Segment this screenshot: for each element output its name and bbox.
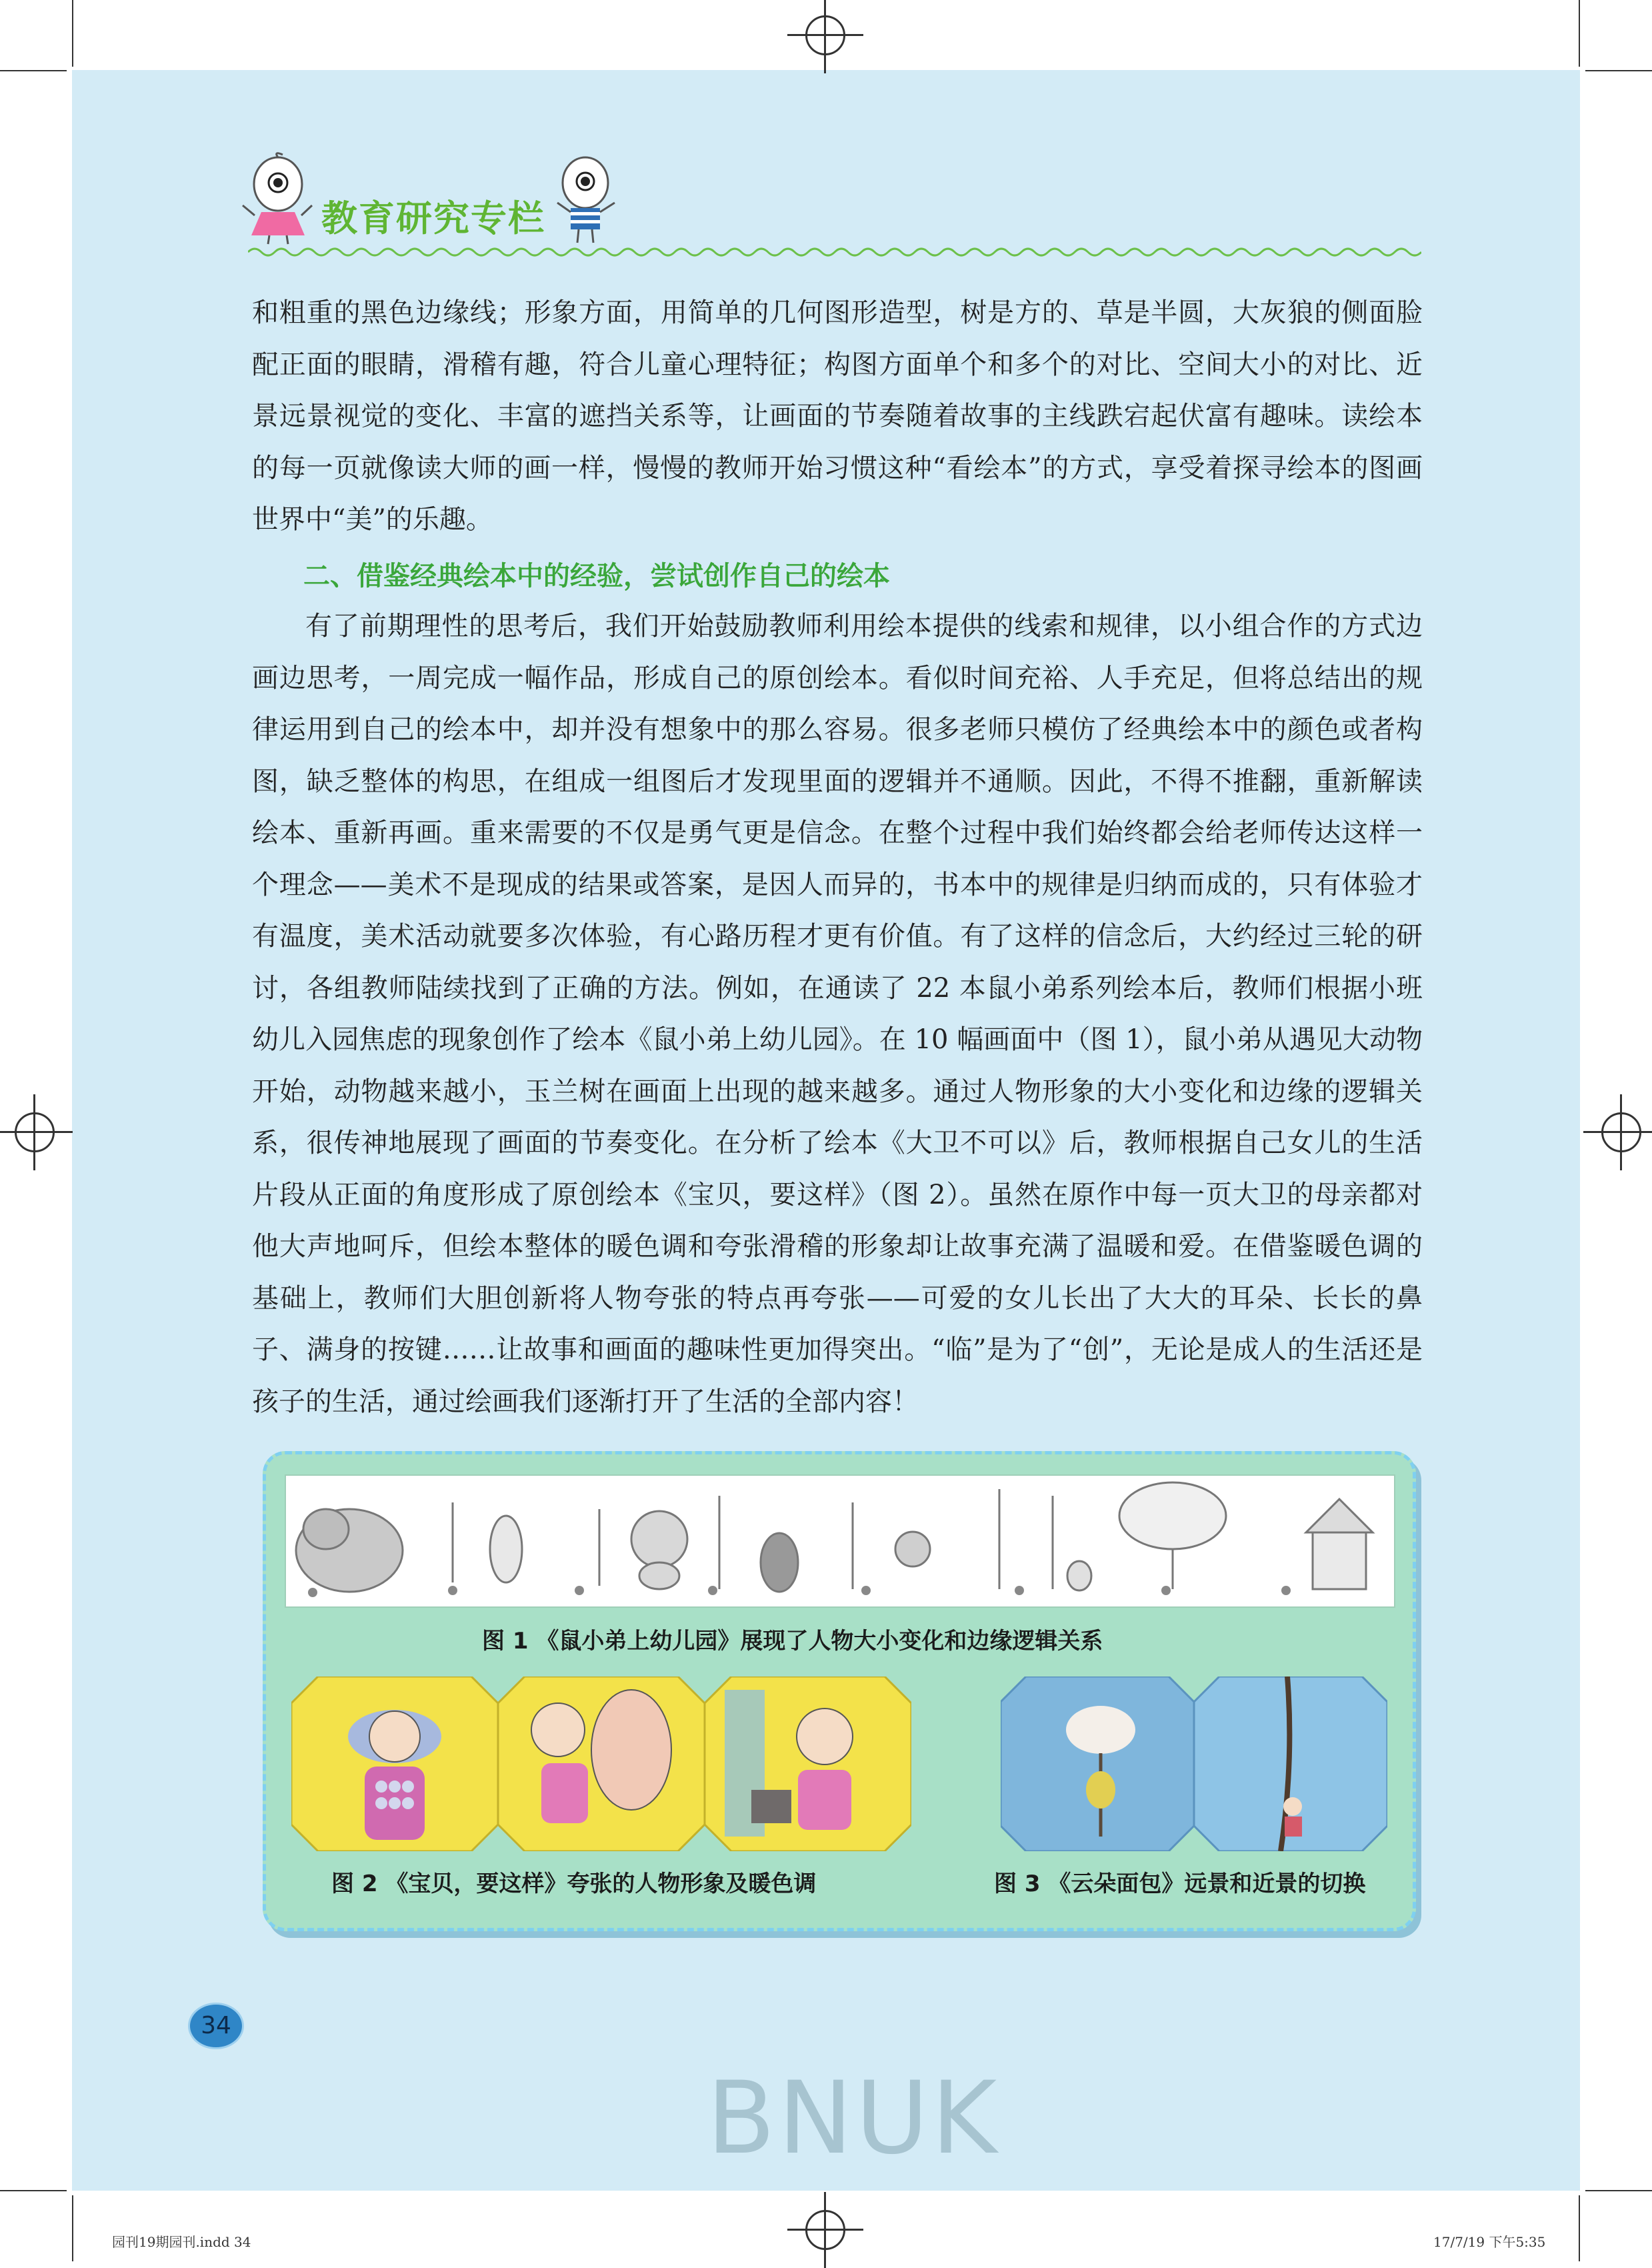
- registration-mark: [805, 15, 845, 55]
- registration-mark: [805, 2210, 845, 2250]
- crop-mark: [1579, 2195, 1580, 2261]
- registration-mark: [1601, 1112, 1641, 1152]
- print-slug-left: 园刊19期园刊.indd 34: [112, 2234, 251, 2250]
- wavy-divider: [248, 245, 1421, 259]
- figure-2-panel-3: [705, 1676, 911, 1851]
- watermark: BNUK: [707, 2061, 1000, 2177]
- figure-2-caption: 图 2 《宝贝，要这样》夸张的人物形象及暖色调: [331, 1871, 817, 1897]
- figure-2-panel-1: [291, 1676, 498, 1851]
- figure-1-illustration-strip: [285, 1474, 1395, 1608]
- crop-mark: [72, 0, 73, 67]
- crop-mark: [0, 2190, 67, 2191]
- print-slug-right: 17/7/19 下午5:35: [1433, 2234, 1546, 2250]
- figure-3-panel-1: [1001, 1676, 1194, 1851]
- intro-paragraph: 和粗重的黑色边缘线；形象方面，用简单的几何图形造型，树是方的、草是半圆，大灰狼的侧面脸配正面的眼睛，滑稽有趣，符合儿童心理特征；构图方面单个和多个的对比、空间大小的对比、近景远景视觉的变化、丰富的遮挡关系等，让画面的节奏随着故事的主线跌宕起伏富有趣味。读绘本的每一页就像读大师的画一样，慢慢的教师开始习惯这种“看绘本”的方式，享受着探寻绘本的图画世界中“美”的乐趣。: [252, 297, 1423, 535]
- figure-1-caption: 图 1 《鼠小弟上幼儿园》展现了人物大小变化和边缘逻辑关系: [482, 1628, 1103, 1654]
- section-heading: 二、借鉴经典绘本中的经验，尝试创作自己的绘本: [303, 561, 890, 592]
- figure-panel: [263, 1451, 1416, 1931]
- registration-mark: [15, 1112, 55, 1152]
- crop-mark: [72, 2195, 73, 2261]
- page-number: 34: [188, 2003, 244, 2049]
- figure-2-panel-2: [498, 1676, 705, 1851]
- boy-mascot-icon: [552, 152, 619, 245]
- figure-3-panel-2: [1194, 1676, 1387, 1851]
- figure-3-caption: 图 3 《云朵面包》远景和近景的切换: [994, 1871, 1366, 1897]
- crop-mark: [1585, 70, 1652, 71]
- column-title: 教育研究专栏: [321, 197, 545, 239]
- crop-mark: [1585, 2190, 1652, 2191]
- main-paragraph: 有了前期理性的思考后，我们开始鼓励教师利用绘本提供的线索和规律，以小组合作的方式边画边思考，一周完成一幅作品，形成自己的原创绘本。看似时间充裕、人手充足，但将总结出的规律运用到自己的绘本中，却并没有想象中的那么容易。很多老师只模仿了经典绘本中的颜色或者构图，缺乏整体的构思，在组成一组图后才发现里面的逻辑并不通顺。因此，不得不推翻，重新解读绘本、重新再画。重来需要的不仅是勇气更是信念。在整个过程中我们始终都会给老师传达这样一个理念——美术不是现成的结果或答案，是因人而异的，书本中的规律是归纳而成的，只有体验才有温度，美术活动就要多次体验，有心路历程才更有价值。有了这样的信念后，大约经过三轮的研讨，各组教师陆续找到了正确的方法。例如，在通读了 22 本鼠小弟系列绘本后，教师们根据小班幼儿入园焦虑的现象创作了绘本《鼠小弟上幼儿园》。在 10 幅画面中（图 1），鼠小弟从遇见大动物开始，动物越来越小，玉兰树在画面上出现的越来越多。通过人物形象的大小变化和边缘的逻辑关系，很传神地展现了画面的节奏变化。在分析了绘本《大卫不可以》后，教师根据自己女儿的生活片段从正面的角度形成了原创绘本《宝贝，要这样》（图 2）。虽然在原作中每一页大卫的母亲都对他大声地呵斥，但绘本整体的暖色调和夸张滑稽的形象却让故事充满了温暖和爱。在借鉴暖色调的基础上，教师们大胆创新将人物夸张的特点再夸张——可爱的女儿长出了大大的耳朵、长长的鼻子、满身的按键……让故事和画面的趣味性更加得突出。“临”是为了“创”，无论是成人的生活还是孩子的生活，通过绘画我们逐渐打开了生活的全部内容！: [252, 611, 1423, 1417]
- crop-mark: [0, 70, 67, 71]
- crop-mark: [1579, 0, 1580, 67]
- figure-1-sketches: [286, 1476, 1394, 1606]
- girl-mascot-icon: [241, 152, 315, 245]
